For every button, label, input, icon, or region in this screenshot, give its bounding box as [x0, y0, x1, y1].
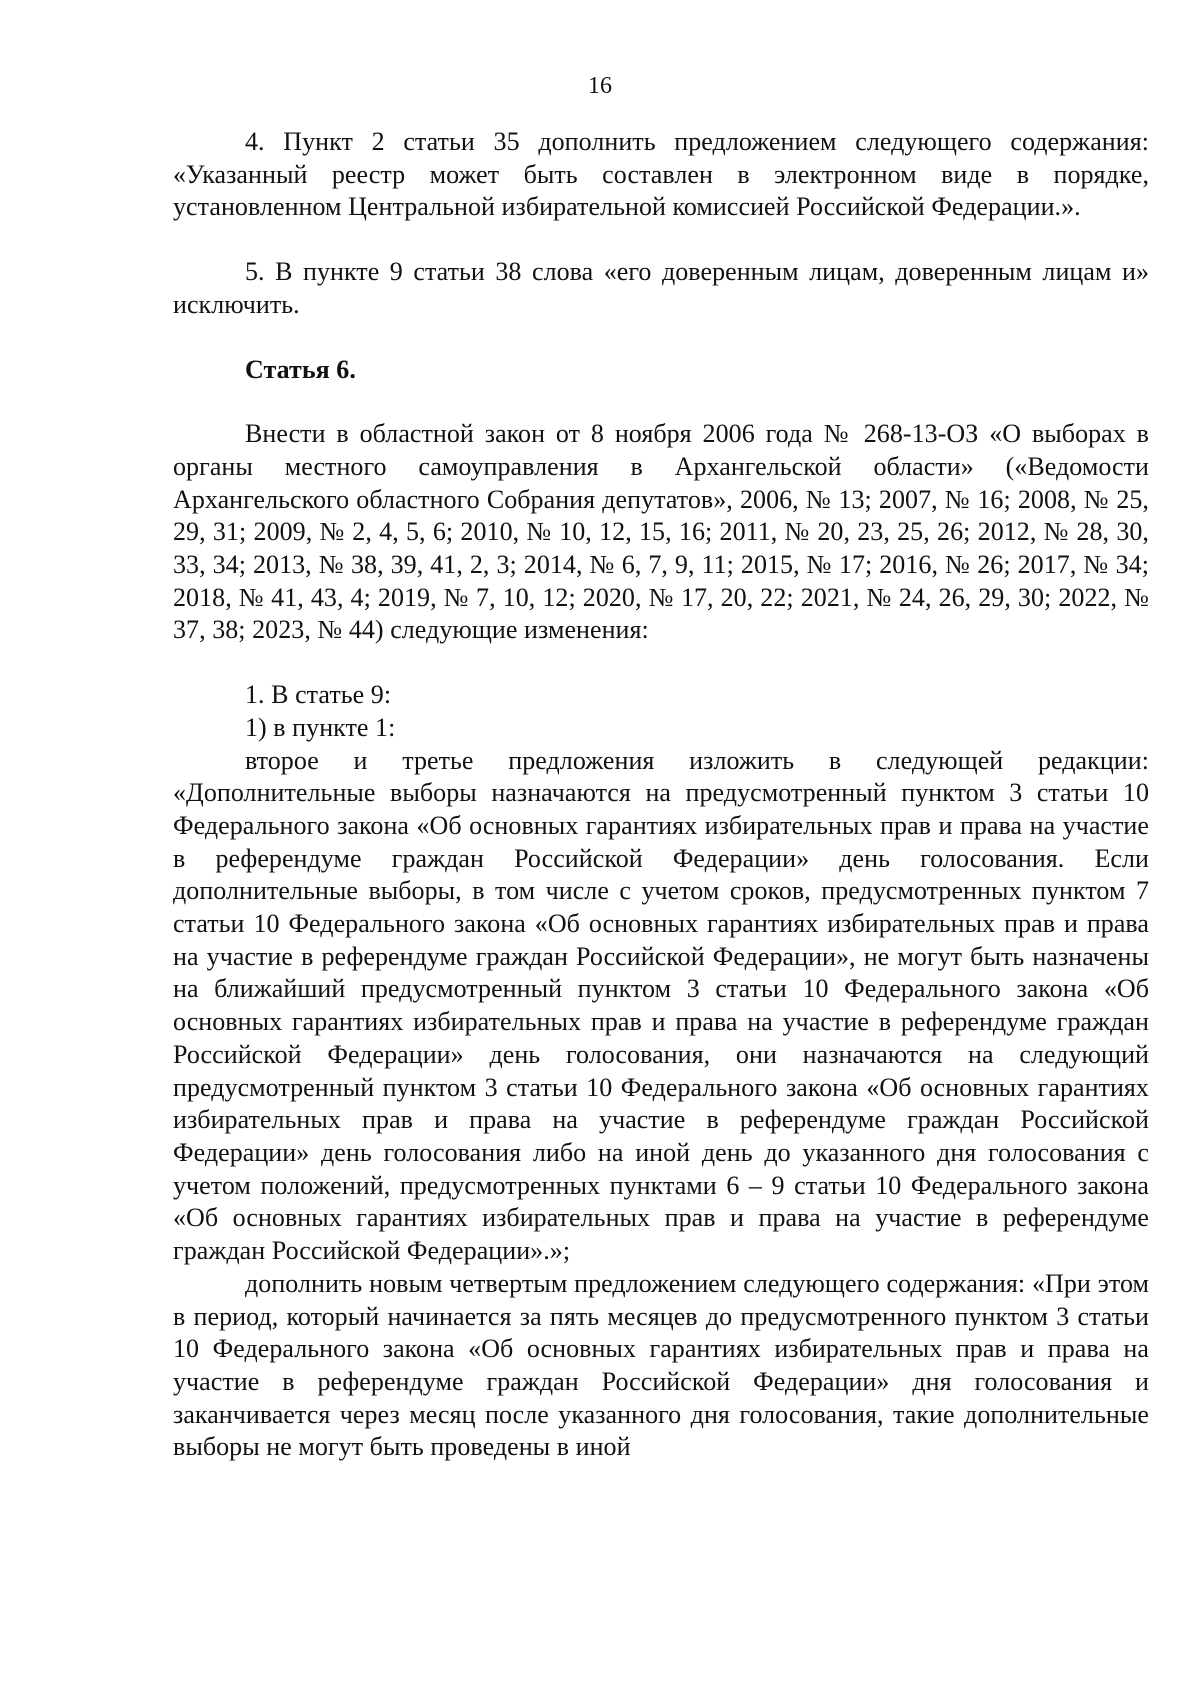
- paragraph-article-intro: Внести в областной закон от 8 ноября 2006 года № 268-13-ОЗ «О выборах в органы местного самоуправления в Архангельской области» («Ведомости Архангельского областного Собрания депутатов», 2006, № 13; 2007, № 16; 2008, № 25, 29, 31; 2009, № 2, 4, 5, 6; 2010, № 10, 12, 15, 16; 2011, № 20, 23, 25, 26; 2012, № 28, 30, 33, 34; 2013, № 38, 39, 41, 2, 3; 2014, № 6, 7, 9, 11; 2015, № 17; 2016, № 26; 2017, № 34; 2018, № 41, 43, 4; 2019, № 7, 10, 12; 2020, № 17, 20, 22; 2021, № 24, 26, 29, 30; 2022, № 37, 38; 2023, № 44) следующие изменения:: [173, 419, 1149, 645]
- article-heading: Статья 6.: [245, 354, 356, 384]
- page-number: 16: [588, 73, 612, 99]
- paragraph-fourth-sentence: дополнить новым четвертым предложением следующего содержания: «При этом в период, который начинается за пять месяцев до предусмотренного пунктом 3 статьи 10 Федерального закона «Об основных гарантиях избирательных прав и права на участие в референдуме граждан Российской Федерации» дня голосования и заканчивается через месяц после указанного дня голосования, такие дополнительные выборы не могут быть проведены в иной: [173, 1268, 1149, 1462]
- paragraph-second-third-sentences: второе и третье предложения изложить в следующей редакции: «Дополнительные выборы назначаются на предусмотренный пунктом 3 статьи 10 Федерального закона «Об основных гарантиях избирательных прав и права на участие в референдуме граждан Российской Федерации» день голосования. Если дополнительные выборы, в том числе с учетом сроков, предусмотренных пунктом 7 статьи 10 Федерального закона «Об основных гарантиях избирательных прав и права на участие в референдуме граждан Российской Федерации», не могут быть назначены на ближайший предусмотренный пунктом 3 статьи 10 Федерального закона «Об основных гарантиях избирательных прав и права на участие в референдуме граждан Российской Федерации» день голосования, они назначаются на следующий предусмотренный пунктом 3 статьи 10 Федерального закона «Об основных гарантиях избирательных прав и права на участие в референдуме граждан Российской Федерации» день голосования либо на иной день до указанного дня голосования с учетом положений, предусмотренных пунктами 6 – 9 статьи 10 Федерального закона «Об основных гарантиях избирательных прав и права на участие в референдуме граждан Российской Федерации».»;: [173, 745, 1149, 1266]
- paragraph-amendment-4: 4. Пункт 2 статьи 35 дополнить предложением следующего содержания: «Указанный реестр может быть составлен в электронном виде в порядке, установленном Центральной избирательной комиссией Российской Федерации.».: [173, 127, 1149, 222]
- paragraph-item-1: 1. В статье 9:: [245, 680, 392, 710]
- paragraph-amendment-5: 5. В пункте 9 статьи 38 слова «его доверенным лицам, доверенным лицам и» исключить.: [173, 257, 1149, 319]
- paragraph-subitem-1: 1) в пункте 1:: [245, 712, 396, 742]
- document-body: [173, 126, 1149, 1464]
